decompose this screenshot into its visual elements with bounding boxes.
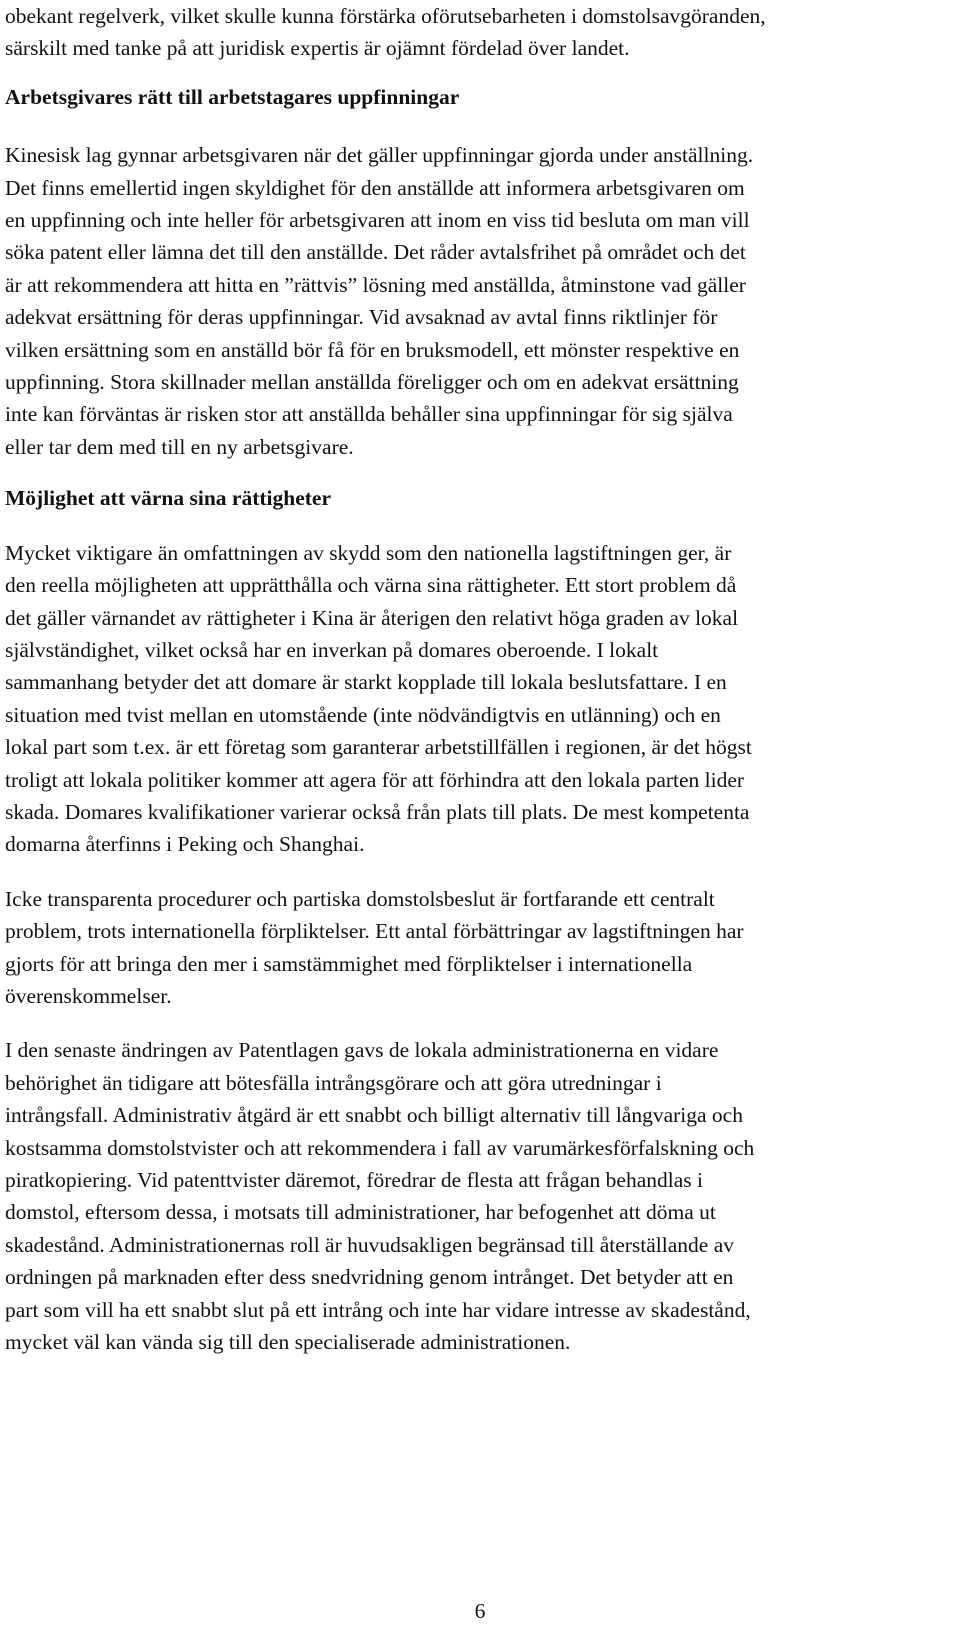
- text-line: kostsamma domstolstvister och att rekommendera i fall av varumärkesförfalskning och: [5, 1135, 755, 1160]
- text-line: självständighet, vilket också har en inverkan på domares oberoende. I lokalt: [5, 637, 659, 662]
- text-line: domarna återfinns i Peking och Shanghai.: [5, 832, 365, 857]
- text-line: behörighet än tidigare att bötesfälla intrångsgörare och att göra utredningar i: [5, 1070, 662, 1095]
- paragraph-patent-law: [5, 1034, 950, 1358]
- paragraph-protect-rights: [5, 537, 950, 861]
- text-line: gjorts för att bringa den mer i samstämmighet med förpliktelser i internationella: [5, 951, 693, 976]
- text-line: obekant regelverk, vilket skulle kunna förstärka oförutsebarheten i domstolsavgöranden,: [5, 4, 766, 28]
- paragraph-intro: [5, 0, 950, 65]
- text-line: är att rekommendera att hitta en ”rättvis” lösning med anställda, åtminstone vad gäller: [5, 272, 746, 297]
- text-line: överenskommelser.: [5, 983, 172, 1008]
- paragraph-employer-rights: [5, 139, 950, 463]
- text-line: domstol, eftersom dessa, i motsats till administrationer, har befogenhet att döma ut: [5, 1200, 716, 1225]
- text-line: I den senaste ändringen av Patentlagen gavs de lokala administrationerna en vidare: [5, 1038, 719, 1063]
- text-line: skada. Domares kvalifikationer varierar också från plats till plats. De mest kompetenta: [5, 799, 750, 824]
- text-line: problem, trots internationella förpliktelser. Ett antal förbättringar av lagstiftningen har: [5, 919, 744, 944]
- text-line: den reella möjligheten att upprätthålla och värna sina rättigheter. Ett stort problem då: [5, 573, 737, 598]
- text-line: eller tar dem med till en ny arbetsgivare.: [5, 434, 354, 459]
- text-line: det gäller värnandet av rättigheter i Kina är återigen den relativt höga graden av lokal: [5, 605, 739, 630]
- text-line: inte kan förväntas är risken stor att anställda behåller sina uppfinningar för sig själva: [5, 402, 733, 427]
- paragraph-transparency: [5, 883, 950, 1013]
- text-line: situation med tvist mellan en utomstående (inte nödvändigtvis en utlänning) och en: [5, 702, 721, 727]
- text-line: troligt att lokala politiker kommer att agera för att förhindra att den lokala parten lider: [5, 767, 745, 792]
- text-line: Mycket viktigare än omfattningen av skydd som den nationella lagstiftningen ger, är: [5, 540, 732, 565]
- text-line: intrångsfall. Administrativ åtgärd är ett snabbt och billigt alternativ till långvariga och: [5, 1103, 743, 1128]
- text-line: Kinesisk lag gynnar arbetsgivaren när det gäller uppfinningar gjorda under anställning.: [5, 143, 754, 168]
- page-number: 6: [474, 1599, 486, 1623]
- text-line: en uppfinning och inte heller för arbetsgivaren att inom en viss tid besluta om man vill: [5, 208, 750, 233]
- text-line: Icke transparenta procedurer och partiska domstolsbeslut är fortfarande ett centralt: [5, 886, 715, 911]
- section-heading-employer-rights: Arbetsgivares rätt till arbetstagares uppfinningar: [5, 84, 460, 109]
- text-line: part som vill ha ett snabbt slut på ett intrång och inte har vidare intresse av skadestånd,: [5, 1297, 751, 1322]
- text-line: söka patent eller lämna det till den anställde. Det råder avtalsfrihet på området och det: [5, 240, 746, 265]
- text-line: mycket väl kan vända sig till den specialiserade administrationen.: [5, 1330, 571, 1355]
- text-line: vilken ersättning som en anställd bör få för en bruksmodell, ett mönster respektive en: [5, 337, 740, 362]
- text-line: lokal part som t.ex. är ett företag som garanterar arbetstillfällen i regionen, är det högst: [5, 735, 752, 760]
- text-line: särskilt med tanke på att juridisk expertis är ojämnt fördelad över landet.: [5, 36, 630, 61]
- text-line: piratkopiering. Vid patenttvister däremot, föredrar de flesta att frågan behandlas i: [5, 1168, 703, 1192]
- text-line: adekvat ersättning för deras uppfinningar. Vid avsaknad av avtal finns riktlinjer för: [5, 305, 718, 330]
- text-line: Det finns emellertid ingen skyldighet för den anställde att informera arbetsgivaren om: [5, 175, 745, 200]
- document-page: [5, 0, 950, 1358]
- text-line: uppfinning. Stora skillnader mellan anställda föreligger och om en adekvat ersättning: [5, 370, 739, 395]
- text-line: ordningen på marknaden efter dess snedvridning genom intrånget. Det betyder att en: [5, 1265, 734, 1290]
- section-heading-protect-rights: Möjlighet att värna sina rättigheter: [5, 486, 332, 511]
- text-line: skadestånd. Administrationernas roll är huvudsakligen begränsad till återställande av: [5, 1232, 735, 1257]
- text-line: sammanhang betyder det att domare är starkt kopplade till lokala beslutsfattare. I en: [5, 670, 727, 695]
